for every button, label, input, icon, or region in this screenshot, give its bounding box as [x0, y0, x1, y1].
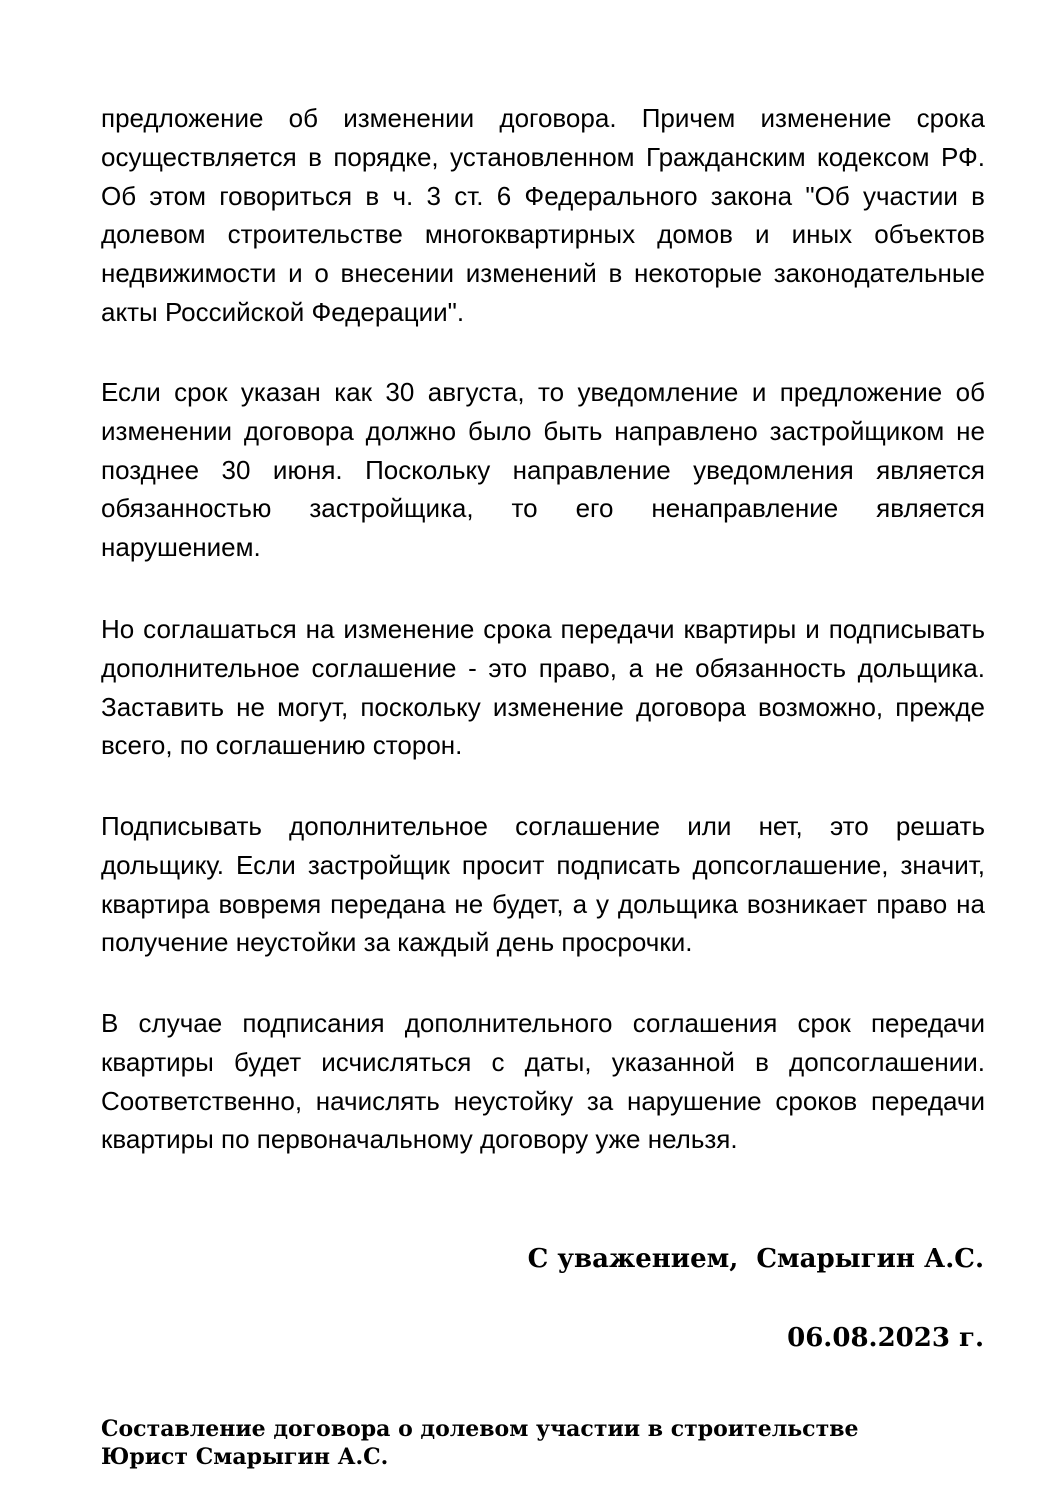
paragraph-consequences: В случае подписания дополнительного соглашения срок передачи квартиры будет исчисляться с даты, указанной в допсоглашении. Соответственно, начислять неустойку за нарушение сроков передачи квартиры по первоначальному договору уже нельзя. [101, 1008, 985, 1155]
document-date: 06.08.2023 г. [787, 1323, 984, 1353]
footer-service-title: Составление договора о долевом участии в строительстве [101, 1416, 859, 1442]
paragraph-right-not-obligation: Но соглашаться на изменение срока передачи квартиры и подписывать дополнительное соглашение - это право, а не обязанность дольщика. Заставить не могут, поскольку изменение договора возможно, прежде всего, по соглашению сторон. [101, 614, 985, 761]
footer-lawyer-name: Юрист Смарыгин А.С. [101, 1444, 389, 1470]
paragraph-sign-or-not: Подписывать дополнительное соглашение или нет, это решать дольщику. Если застройщик просит подписать допсоглашение, значит, квартира вовремя передана не будет, а у дольщика возникает право на получение неустойки за каждый день просрочки. [101, 811, 985, 958]
paragraph-notice-deadline: Если срок указан как 30 августа, то уведомление и предложение об изменении договора должно было быть направлено застройщиком не позднее 30 июня. Поскольку направление уведомления является обязанностью застройщика, то его ненаправление является нарушением. [101, 377, 985, 563]
paragraph-contract-change: предложение об изменении договора. Причем изменение срока осуществляется в порядке, установленном Гражданским кодексом РФ. Об этом говориться в ч. 3 ст. 6 Федерального закона "Об участии в долевом строительстве многоквартирных домов и иных объектов недвижимости и о внесении изменений в некоторые законодательные акты Российской Федерации". [101, 103, 985, 327]
signature-line: С уважением, Смарыгин А.С. [527, 1244, 984, 1274]
